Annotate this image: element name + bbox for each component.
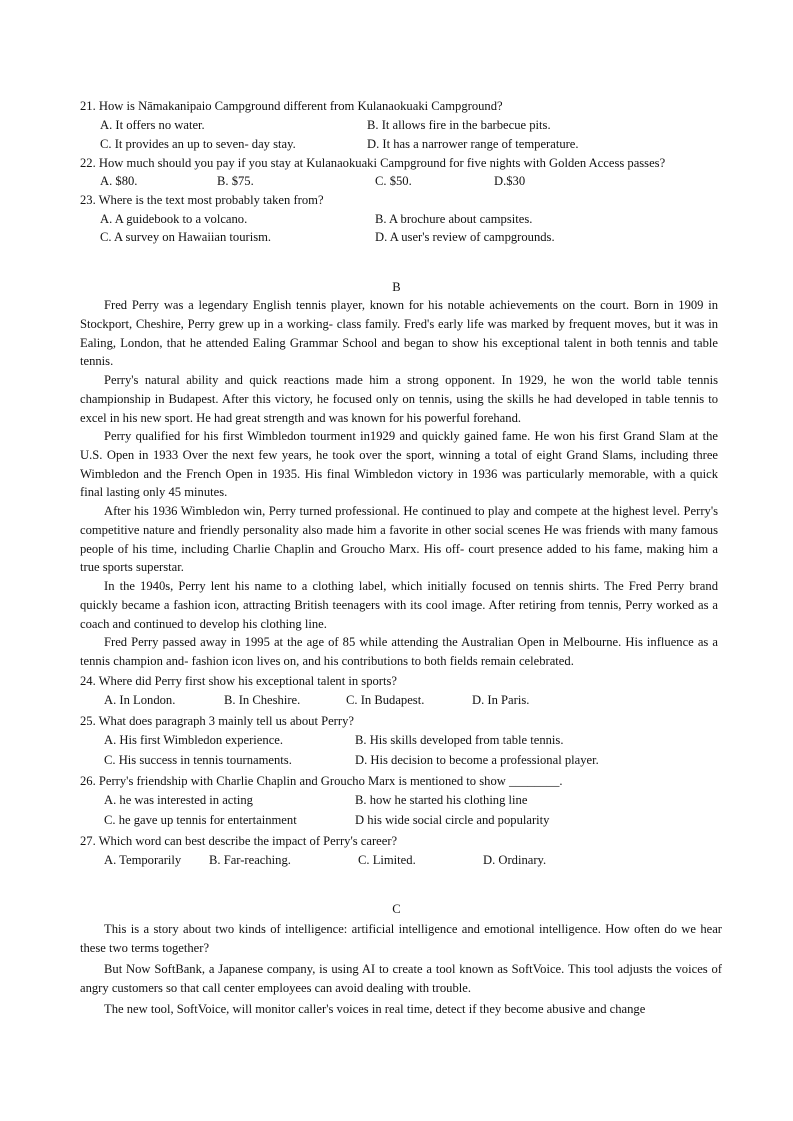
question-26-option-a: A. he was interested in acting: [104, 793, 253, 807]
question-21-stem: 21. How is Nāmakanipaio Campground different from Kulanaokuaki Campground?: [80, 99, 503, 113]
question-24-option-c: C. In Budapest.: [346, 693, 425, 707]
section-b-paragraph-3: Perry qualified for his first Wimbledon tourment in1929 and quickly gained fame. He won his first Grand Slam at the U.S. Open in 1933 Over the next few years, he took over the sport, winning a total of eight Grand Slams, including three Wimbledon and the French Open in 1935. His final Wimbledon victory in 1936 was particularly memorable, with a quick final lasting only 45 minutes.: [80, 429, 718, 500]
question-21-option-d: D. It has a narrower range of temperature.: [367, 137, 579, 151]
question-25-option-b: B. His skills developed from table tennis.: [355, 733, 564, 747]
question-24-stem: 24. Where did Perry first show his exceptional talent in sports?: [80, 674, 397, 688]
section-c-paragraph-2: But Now SoftBank, a Japanese company, is using AI to create a tool known as SoftVoice. This tool adjusts the voices of angry customers so that call center employees can avoid dealing with trouble.: [80, 962, 722, 995]
question-23-option-d: D. A user's review of campgrounds.: [375, 230, 555, 244]
section-b-heading: B: [392, 280, 401, 294]
question-21-option-c: C. It provides an up to seven- day stay.: [100, 137, 296, 151]
question-26-option-d: D his wide social circle and popularity: [355, 813, 550, 827]
question-24-option-d: D. In Paris.: [472, 693, 530, 707]
question-22-option-c: C. $50.: [375, 174, 412, 188]
section-c-heading: C: [392, 902, 401, 916]
question-21-option-a: A. It offers no water.: [100, 118, 205, 132]
question-22-stem: 22. How much should you pay if you stay at Kulanaokuaki Campground for five nights with Golden Access passes?: [80, 156, 666, 170]
question-23-option-c: C. A survey on Hawaiian tourism.: [100, 230, 272, 244]
question-25-option-a: A. His first Wimbledon experience.: [104, 733, 284, 747]
question-26-stem: 26. Perry's friendship with Charlie Chaplin and Groucho Marx is mentioned to show ________.: [80, 774, 563, 788]
section-b-paragraph-4: After his 1936 Wimbledon win, Perry turned professional. He continued to play and compete at the highest level. Perry's competitive nature and friendly personality also made him a favorite in other social scenes He was friends with many famous people of his time, including Charlie Chaplin and Groucho Marx. His off- court presence added to his fame, making him a true sports superstar.: [80, 504, 718, 575]
section-b-paragraph-6: Fred Perry passed away in 1995 at the age of 85 while attending the Australian Open in Melbourne. His influence as a tennis champion and- fashion icon lives on, and his contributions to both fields remain celebrated.: [80, 635, 718, 668]
question-22-option-d: D.$30: [494, 174, 526, 188]
question-27-option-c: C. Limited.: [358, 853, 416, 867]
question-23-option-a: A. A guidebook to a volcano.: [100, 212, 248, 226]
section-b-paragraph-2: Perry's natural ability and quick reactions made him a strong opponent. In 1929, he won the world table tennis championship in Budapest. After this victory, he focused only on tennis, using the skills he had developed in table tennis to excel in his new sport. He had great strength and was known for his powerful forehand.: [80, 373, 718, 425]
section-c-paragraph-1: This is a story about two kinds of intelligence: artificial intelligence and emotional intelligence. How often do we hear these two terms together?: [80, 922, 722, 955]
question-27-stem: 27. Which word can best describe the impact of Perry's career?: [80, 834, 398, 848]
question-27-option-b: B. Far-reaching.: [209, 853, 291, 867]
question-24-option-b: B. In Cheshire.: [224, 693, 301, 707]
question-23-option-b: B. A brochure about campsites.: [375, 212, 533, 226]
question-27-option-a: A. Temporarily: [104, 853, 182, 867]
question-23-stem: 23. Where is the text most probably taken from?: [80, 193, 324, 207]
question-25-option-c: C. His success in tennis tournaments.: [104, 753, 292, 767]
question-24-option-a: A. In London.: [104, 693, 176, 707]
question-21-option-b: B. It allows fire in the barbecue pits.: [367, 118, 551, 132]
question-25-option-d: D. His decision to become a professional player.: [355, 753, 599, 767]
question-26-option-c: C. he gave up tennis for entertainment: [104, 813, 297, 827]
question-27-option-d: D. Ordinary.: [483, 853, 547, 867]
question-26-option-b: B. how he started his clothing line: [355, 793, 528, 807]
question-22-option-b: B. $75.: [217, 174, 254, 188]
question-22-option-a: A. $80.: [100, 174, 138, 188]
section-b-paragraph-1: Fred Perry was a legendary English tennis player, known for his notable achievements on the court. Born in 1909 in Stockport, Cheshire, Perry grew up in a working- class family. Fred's early life was marked by frequent moves, but it was in Ealing, London, that he attended Ealing Grammar School and began to show his exceptional talent in both tennis and table tennis.: [80, 298, 718, 369]
section-b-paragraph-5: In the 1940s, Perry lent his name to a clothing label, which initially focused on tennis shirts. The Fred Perry brand quickly became a fashion icon, attracting British teenagers with its cool image. After retiring from tennis, Perry worked as a coach and continued to develop his clothing line.: [80, 579, 718, 631]
question-25-stem: 25. What does paragraph 3 mainly tell us about Perry?: [80, 714, 354, 728]
section-c-paragraph-3: The new tool, SoftVoice, will monitor caller's voices in real time, detect if they become abusive and change: [104, 1002, 646, 1016]
